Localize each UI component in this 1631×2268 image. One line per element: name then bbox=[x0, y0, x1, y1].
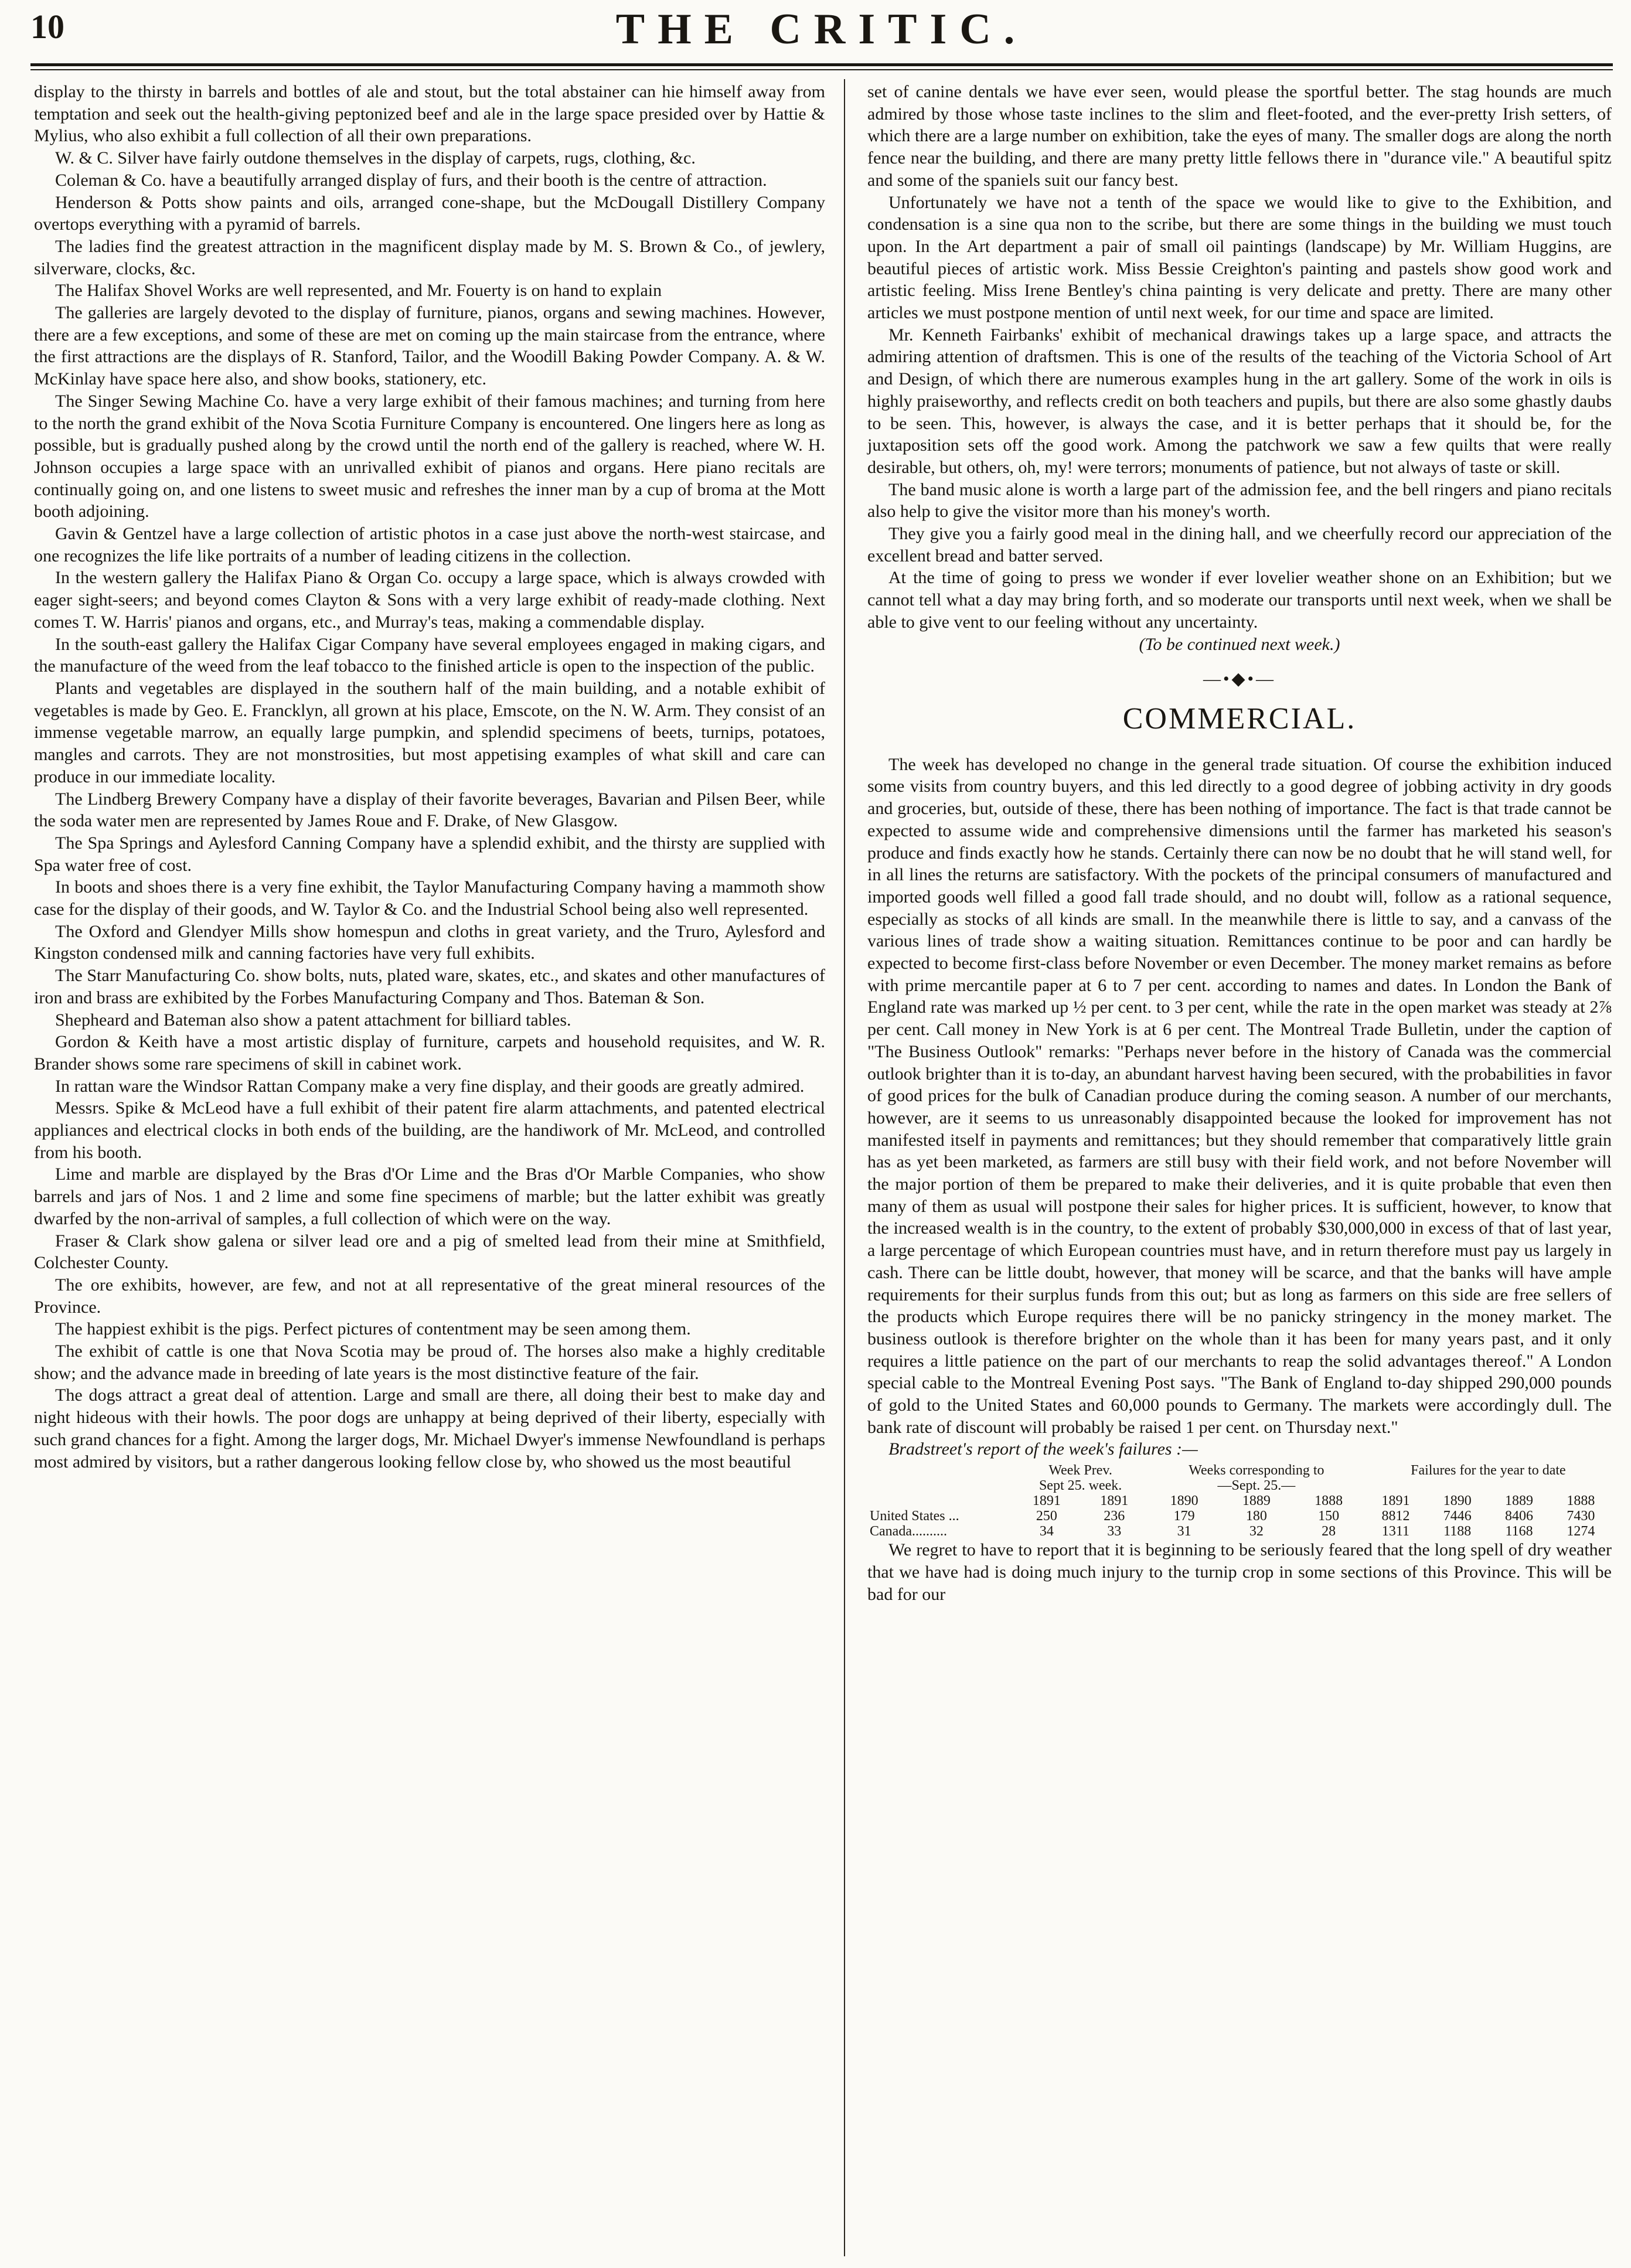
table-cell: 7446 bbox=[1443, 1508, 1472, 1524]
paragraph: In rattan ware the Windsor Rattan Company make a very fine display, and their goods are greatly admired. bbox=[55, 1076, 805, 1096]
table-header-year: 1891 bbox=[1100, 1493, 1129, 1509]
table-sub-header: —Sept. 25.— bbox=[1217, 1478, 1296, 1494]
table-cell: 28 bbox=[1322, 1524, 1336, 1540]
paragraph: Unfortunately we have not a tenth of the space we would like to give to the Exhibition, and condensation is a sine qua non to the scribe, but there are some things in the building we must touch upon. In the Art department a pair of small oil paintings (landscape) by Mr. William Huggins, are beautiful pieces of artistic work. Miss Bessie Creighton's painting and pastels show good work and artistic feeling. Miss Irene Bentley's china painting is very delicate and pretty. There are many other articles we must postpone mention of until next week, for our time and space are limited. bbox=[867, 192, 1612, 323]
paragraph: The Starr Manufacturing Co. show bolts, nuts, plated ware, skates, etc., and skates and other manufactures of iron and brass are exhibited by the Forbes Manufacturing Company and Thos. Bateman & Son. bbox=[34, 966, 825, 1007]
table-header-year: 1889 bbox=[1242, 1493, 1271, 1509]
paragraph: In boots and shoes there is a very fine exhibit, the Taylor Manufacturing Company having a mammoth show case for the display of their goods, and W. Taylor & Co. and the Industrial School being also well represented. bbox=[34, 877, 825, 920]
paragraph: The ore exhibits, however, are few, and not at all representative of the great mineral resources of the Province. bbox=[34, 1275, 825, 1317]
paragraph: In the western gallery the Halifax Piano & Organ Co. occupy a large space, which is always crowded with eager sight-seers; and beyond comes Clayton & Sons with a very large exhibit of ready-made clothing. Next comes T. W. Harris' pianos and organs, etc., and Murray's teas, making a commendable display. bbox=[34, 568, 825, 632]
header-rule-thin bbox=[30, 69, 1613, 70]
paragraph: display to the thirsty in barrels and bottles of ale and stout, but the total abstainer can hie himself away from temptation and seek out the health-giving peptonized beef and ale in the large space presided over by Hattie & Mylius, who also exhibit a full collection of all their own preparations. bbox=[34, 82, 825, 146]
table-group-header: Weeks corresponding to bbox=[1189, 1463, 1324, 1479]
masthead-title: THE CRITIC. bbox=[615, 5, 1028, 53]
paragraph: The Halifax Shovel Works are well represented, and Mr. Fouerty is on hand to explain bbox=[55, 281, 662, 301]
table-year-row bbox=[867, 1493, 1612, 1508]
table-row-label: Canada.......... bbox=[870, 1524, 947, 1540]
paragraph: Gavin & Gentzel have a large collection of artistic photos in a case just above the north-west staircase, and one recognizes the life like portraits of a number of leading citizens in the collection. bbox=[34, 524, 825, 566]
paragraph: The galleries are largely devoted to the display of furniture, pianos, organs and sewing machines. However, there are a few exceptions, and some of these are met on coming up the main staircase from the entrance, where the first attractions are the displays of R. Stanford, Tailor, and the Woodill Baking Powder Company. A. & W. McKinlay have space here also, and show books, stationery, etc. bbox=[34, 303, 825, 389]
paragraph: In the south-east gallery the Halifax Cigar Company have several employees engaged in making cigars, and the manufacture of the weed from the leaf tobacco to the finished article is open to the inspection of the public. bbox=[34, 634, 825, 676]
table-row bbox=[867, 1524, 1612, 1539]
table-cell: 8812 bbox=[1381, 1508, 1410, 1524]
table-cell: 150 bbox=[1318, 1508, 1340, 1524]
table-sub-header-row bbox=[867, 1478, 1612, 1493]
table-cell: 1168 bbox=[1505, 1524, 1533, 1540]
table-cell: 250 bbox=[1036, 1508, 1057, 1524]
section-ornament: —•◆•— bbox=[1203, 669, 1276, 689]
paragraph: Mr. Kenneth Fairbanks' exhibit of mechanical drawings takes up a large space, and attracts the admiring attention of draftsmen. This is one of the results of the teaching of the Victoria School of Art and Design, of which there are numerous examples hung in the art gallery. Some of the work in oils is highly praiseworthy, and reflects credit on both teachers and pupils, but there are also some ghastly daubs to be seen. This, however, is always the case, and it is better perhaps that it should be, for the juxtaposition sets off the good work. Among the patchwork we saw a few quilts that were really desirable, but others, oh, my! were terrors; monuments of patience, but not always of taste or skill. bbox=[867, 325, 1612, 477]
table-cell: 1274 bbox=[1567, 1524, 1595, 1540]
paragraph: Lime and marble are displayed by the Bras d'Or Lime and the Bras d'Or Marble Companies, who show barrels and jars of Nos. 1 and 2 lime and some fine specimens of marble; but the latter exhibit was greatly dwarfed by the non-arrival of samples, a full collection of which were on the way. bbox=[34, 1164, 825, 1228]
column-divider bbox=[844, 79, 845, 2256]
paragraph: The dogs attract a great deal of attention. Large and small are there, all doing their best to make day and night hideous with their howls. The poor dogs are unhappy at being deprived of their liberty, especially with such grand chances for a fight. Among the larger dogs, Mr. Michael Dwyer's immense Newfoundland is perhaps most admired by visitors, but a rather dangerous looking fellow close by, who showed us the most beautiful bbox=[34, 1385, 825, 1472]
paragraph: set of canine dentals we have ever seen, would please the sportful better. The stag hounds are much admired by those whose taste inclines to the slim and fleet-footed, and the ever-pretty Irish setters, of which there are a large number on exhibition, take the eyes of many. The smaller dogs are along the north fence near the building, and there are many pretty little fellows there in "durance vile." A beautiful spitz and some of the spaniels suit our fancy best. bbox=[867, 82, 1612, 190]
paragraph: Plants and vegetables are displayed in the southern half of the main building, and a notable exhibit of vegetables is made by Geo. E. Francklyn, all grown at his place, Emscote, on the N. W. Arm. They consist of an immense vegetable marrow, an equally large pumpkin, and splendid specimens of beets, turnips, potatoes, mangles and carrots. They are not monstrosities, but most appetising examples of what skill and care can produce in our immediate locality. bbox=[34, 678, 825, 786]
table-cell: 1188 bbox=[1443, 1524, 1472, 1540]
commercial-section-title: COMMERCIAL. bbox=[1122, 701, 1357, 735]
paragraph: Messrs. Spike & McLeod have a full exhibit of their patent fire alarm attachments, and patented electrical appliances and electrical clocks in both ends of the building, are the handiwork of Mr. McLeod, and controlled from his booth. bbox=[34, 1098, 825, 1162]
table-cell: 1311 bbox=[1381, 1524, 1409, 1540]
table-header-year: 1891 bbox=[1381, 1493, 1410, 1509]
paragraph: The week has developed no change in the general trade situation. Of course the exhibition induced some visits from country buyers, and this led directly to a good degree of jobbing activity in dry goods and groceries, but, outside of these, there has been nothing of importance. The fact is that trade cannot be expected to assume wide and comprehensive dimensions until the farmer has marketed his season's produce and finds exactly how he stands. Certainly there can now be no doubt that he will stand well, for in all lines the returns are satisfactory. With the pockets of the principal consumers of manufactured and imported goods well filled a good fall trade should, and no doubt will, follow as a rational sequence, especially as stocks of all kinds are small. In the meanwhile there is little to say, and a canvass of the various lines of trade show a waiting situation. Remittances continue to be poor and can hardly be expected to become first-class before November or even December. The money market remains as before with prime mercantile paper at 6 to 7 per cent. according to names and dates. In London the Bank of England rate was marked up ½ per cent. to 3 per cent, while the rate in the open market was steady at 2⅞ per cent. Call money in New York is at 6 per cent. The Montreal Trade Bulletin, under the caption of "The Business Outlook" remarks: "Perhaps never before in the history of Canada was the commercial outlook brighter than it is to-day, an abundant harvest having been secured, with the probabilities in favor of good prices for the bulk of Canadian produce during the coming season. A number of our merchants, however, are it seems to us unreasonably disappointed because the looked for improvement has not manifested itself in payments and remittances; but they should remember that comparatively little grain has as yet been marketed, as farmers are still busy with their field work, and not before November will the major portion of them be prepared to make their deliveries, and it is quite probable that even then many of them as usual will postpone their sales for higher prices. It is sufficient, however, to know that the increased wealth is in the country, to the extent of probably $30,000,000 in excess of that of last year, a large percentage of which European countries must have, and in return therefore must pay us largely in cash. There can be little doubt, however, that money will be scarce, and that the banks will have ample requirements for their surplus funds from this out; but as long as farmers on this side are free sellers of the products which Europe requires there will be no panicky stringency in the money market. The business outlook is therefore brighter on the whole than it has been for many years past, and it only requires a little patience on the part of our merchants to reap the solid advantages thereof." A London special cable to the Montreal Evening Post says. "The Bank of England to-day shipped 290,000 pounds of gold to the United States and 60,000 pounds to Germany. The markets were accordingly dull. The bank rate of discount will probably be raised 1 per cent. on Thursday next." bbox=[867, 754, 1612, 1437]
paragraph: The exhibit of cattle is one that Nova Scotia may be proud of. The horses also make a highly creditable show; and the advance made in breeding of late years is the most distinctive feature of the fair. bbox=[34, 1341, 825, 1383]
left-column bbox=[34, 81, 825, 1473]
table-row bbox=[867, 1508, 1612, 1524]
paragraph: The Singer Sewing Machine Co. have a very large exhibit of their famous machines; and turning from here to the north the grand exhibit of the Nova Scotia Furniture Company is encountered. One lingers here as long as possible, but is gradually pushed along by the crowd until the north end of the gallery is reached, where W. H. Johnson occupies a large space with an unrivalled exhibit of pianos and organs. Here piano recitals are continually going on, and one listens to sweet music and refreshes the inner man by a cup of broma at the Mott booth adjoining. bbox=[34, 391, 825, 522]
page-header bbox=[30, 7, 1613, 70]
paragraph: Fraser & Clark show galena or silver lead ore and a pig of smelted lead from their mine at Smithfield, Colchester County. bbox=[34, 1231, 825, 1273]
table-cell: 33 bbox=[1107, 1524, 1122, 1540]
table-cell: 7430 bbox=[1567, 1508, 1595, 1524]
table-header-year: 1890 bbox=[1443, 1493, 1472, 1509]
bradstreet-intro: Bradstreet's report of the week's failures :— bbox=[888, 1439, 1198, 1459]
table-header-year: 1889 bbox=[1505, 1493, 1534, 1509]
paragraph: The happiest exhibit is the pigs. Perfect pictures of contentment may be seen among them. bbox=[55, 1319, 691, 1339]
paragraph: The ladies find the greatest attraction in the magnificent display made by M. S. Brown & Co., of jewlery, silverware, clocks, &c. bbox=[34, 236, 825, 278]
paragraph: Coleman & Co. have a beautifully arranged display of furs, and their booth is the centre of attraction. bbox=[55, 170, 767, 190]
header-rule bbox=[30, 63, 1613, 66]
paragraph: Henderson & Potts show paints and oils, arranged cone-shape, but the McDougall Distillery Company overtops everything with a pyramid of barrels. bbox=[34, 192, 825, 234]
paragraph: We regret to have to report that it is beginning to be seriously feared that the long spell of dry weather that we have had is doing much injury to the turnip crop in some sections of this Province. This will be bad for our bbox=[867, 1540, 1612, 1604]
table-row-label: United States ... bbox=[870, 1508, 959, 1524]
table-cell: 34 bbox=[1039, 1524, 1054, 1540]
table-group-header: Week Prev. bbox=[1048, 1463, 1112, 1479]
table-cell: 180 bbox=[1245, 1508, 1267, 1524]
table-header-year: 1888 bbox=[1315, 1493, 1343, 1509]
continued-note: (To be continued next week.) bbox=[1139, 634, 1340, 654]
table-header-year: 1891 bbox=[1032, 1493, 1061, 1509]
paragraph: Shepheard and Bateman also show a patent attachment for billiard tables. bbox=[55, 1010, 571, 1030]
table-header-year: 1888 bbox=[1567, 1493, 1595, 1509]
table-cell: 236 bbox=[1104, 1508, 1125, 1524]
paragraph: The Spa Springs and Aylesford Canning Company have a splendid exhibit, and the thirsty are supplied with Spa water free of cost. bbox=[34, 833, 825, 875]
table-group-header-row bbox=[867, 1463, 1612, 1478]
right-column bbox=[867, 81, 1612, 1605]
paragraph: The Lindberg Brewery Company have a display of their favorite beverages, Bavarian and Pilsen Beer, while the soda water men are represented by James Roue and F. Drake, of New Glasgow. bbox=[34, 789, 825, 831]
paragraph: They give you a fairly good meal in the dining hall, and we cheerfully record our appreciation of the excellent bread and batter served. bbox=[867, 524, 1612, 566]
paragraph: Gordon & Keith have a most artistic display of furniture, carpets and household requisites, and W. R. Brander shows some rare specimens of skill in cabinet work. bbox=[34, 1032, 825, 1074]
paragraph: At the time of going to press we wonder if ever lovelier weather shone on an Exhibition; but we cannot tell what a day may bring forth, and so moderate our transports until next week, when we shall be able to give vent to our feeling without any uncertainty. bbox=[867, 568, 1612, 632]
table-cell: 8406 bbox=[1505, 1508, 1534, 1524]
paragraph: W. & C. Silver have fairly outdone themselves in the display of carpets, rugs, clothing, &c. bbox=[55, 148, 696, 168]
table-cell: 32 bbox=[1249, 1524, 1264, 1540]
page-number: 10 bbox=[30, 8, 64, 46]
table-cell: 31 bbox=[1177, 1524, 1191, 1540]
paragraph: The band music alone is worth a large part of the admission fee, and the bell ringers and piano recitals also help to give the visitor more than his money's worth. bbox=[867, 479, 1612, 522]
table-header-year: 1890 bbox=[1170, 1493, 1198, 1509]
paragraph: The Oxford and Glendyer Mills show homespun and cloths in great variety, and the Truro, Aylesford and Kingston condensed milk and canning factories have very full exhibits. bbox=[34, 921, 825, 963]
failures-table bbox=[867, 1463, 1612, 1539]
table-sub-header: Sept 25. week. bbox=[1038, 1478, 1122, 1494]
table-cell: 179 bbox=[1173, 1508, 1195, 1524]
table-group-header: Failures for the year to date bbox=[1411, 1463, 1566, 1479]
